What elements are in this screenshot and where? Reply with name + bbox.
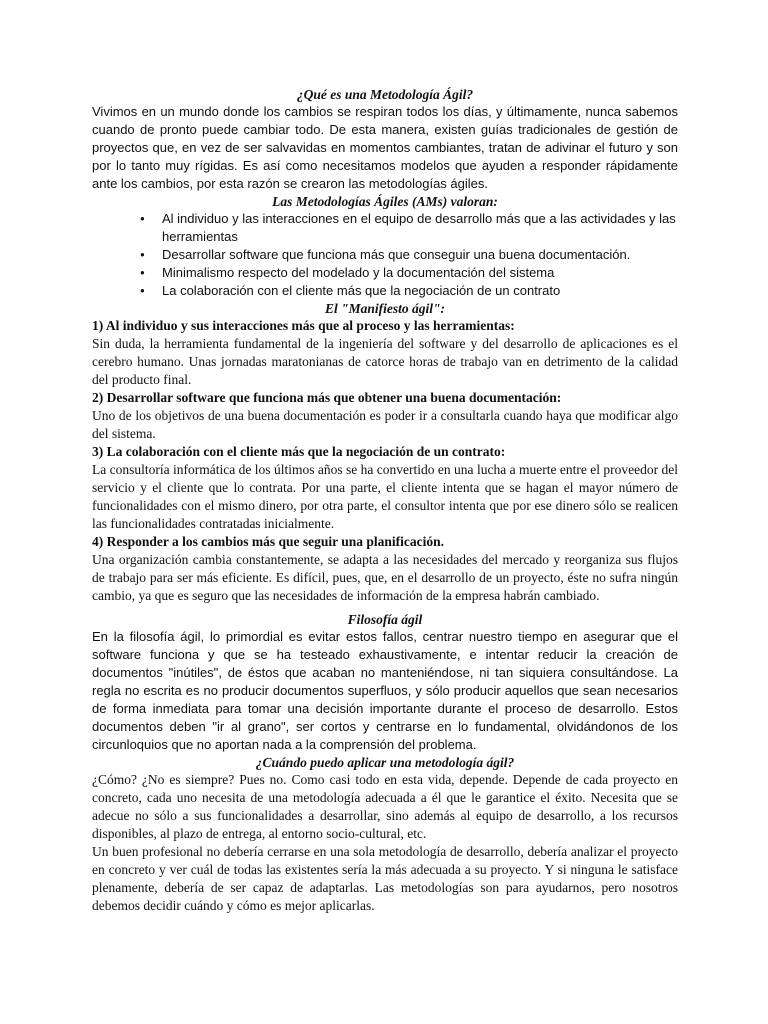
- manifesto-body: Una organización cambia constantemente, se adapta a las necesidades del mercado y reorganiza sus flujos de trabajo para ser más eficiente. Es difícil, pues, que, en el desarrollo de un proyecto, éste no sufra ningún cambio, ya que es seguro que las necesidades de información de la empresa habrán cambiado.: [92, 552, 678, 603]
- manifesto-body: Sin duda, la herramienta fundamental de la ingeniería del software y del desarrollo de aplicaciones es el cerebro humano. Unas jornadas maratonianas de catorce horas de trabajo van en detrimento de la calidad del producto final.: [92, 336, 678, 387]
- list-item: ● La colaboración con el cliente más que la negociación de un contrato: [140, 282, 678, 300]
- list-item: ● Desarrollar software que funciona más que conseguir una buena documentación.: [140, 246, 678, 264]
- manifesto-heading: 2) Desarrollar software que funciona más que obtener una buena documentación:: [92, 390, 562, 405]
- manifesto-body: Uno de los objetivos de una buena documentación es poder ir a consultarla cuando haya que modificar algo del sistema.: [92, 408, 678, 441]
- section-title-valoran: Las Metodologías Ágiles (AMs) valoran:: [272, 194, 498, 209]
- manifesto-heading: 3) La colaboración con el cliente más que la negociación de un contrato:: [92, 444, 506, 459]
- list-item: ● Al individuo y las interacciones en el equipo de desarrollo más que a las actividades y las herramientas: [140, 210, 678, 246]
- list-item: ● Minimalismo respecto del modelado y la documentación del sistema: [140, 264, 678, 282]
- manifesto-heading: 4) Responder a los cambios más que seguir una planificación.: [92, 534, 445, 549]
- manifesto-heading: 1) Al individuo y sus interacciones más que al proceso y las herramientas:: [92, 318, 515, 333]
- section-title-filosofia: Filosofía ágil: [347, 612, 423, 627]
- values-list: [92, 210, 678, 300]
- section-title-que-es: ¿Qué es una Metodología Ágil?: [296, 87, 474, 102]
- when-paragraph-1: ¿Cómo? ¿No es siempre? Pues no. Como casi todo en esta vida, depende. Depende de cada proyecto en concreto, cada uno necesita de una metodología adecuada a él que le garantice el éxito. Necesita que se adecue no sólo a sus funcionalidades a desarrollar, sino además al equipo de desarrollo, a los recursos disponibles, al plazo de entrega, al entorno socio-cultural, etc.: [92, 772, 678, 841]
- manifesto-item-1: [92, 317, 678, 389]
- manifesto-item-4: [92, 533, 678, 605]
- manifesto-body: La consultoría informática de los últimos años se ha convertido en una lucha a muerte entre el proveedor del servicio y el cliente que lo contrata. Por una parte, el cliente intenta que se hagan el mayor número de funcionalidades con el mismo dinero, por otra parte, el consultor intenta que por ese dinero sólo se realicen las funcionalidades contratadas inicialmente.: [92, 462, 678, 531]
- philosophy-paragraph: En la filosofía ágil, lo primordial es evitar estos fallos, centrar nuestro tiempo en asegurar que el software funciona y que se ha testeado exhaustivamente, e intentar reducir la creación de documentos "inútiles", de éstos que acaban no manteniéndose, ni tan siquiera consultándose. La regla no escrita es no producir documentos superfluos, y sólo producir aquellos que sean necesarios de forma inmediata para tomar una decisión importante durante el proceso de desarrollo. Estos documentos deben "ir al grano", ser cortos y centrarse en lo fundamental, olvidándonos de los circunloquios que no aportan nada a la comprensión del problema.: [92, 629, 678, 752]
- intro-paragraph: Vivimos en un mundo donde los cambios se respiran todos los días, y últimamente, nunca sabemos cuando de pronto puede cambiar todo. De esta manera, existen guías tradicionales de gestión de proyectos que, en vez de ser salvavidas en momentos cambiantes, tratan de adivinar el futuro y son por lo tanto muy rígidas. Es así como necesitamos modelos que ayuden a responder rápidamente ante los cambios, por esta razón se crearon las metodologías ágiles.: [92, 104, 678, 191]
- section-title-cuando: ¿Cuándo puedo aplicar una metodología ágil?: [255, 755, 515, 770]
- manifesto-item-2: [92, 389, 678, 443]
- section-title-manifiesto: El "Manifiesto ágil":: [325, 301, 445, 316]
- manifesto-item-3: [92, 443, 678, 533]
- when-paragraph-2: Un buen profesional no debería cerrarse en una sola metodología de desarrollo, debería analizar el proyecto en concreto y ver cuál de todas las existentes sería la más adecuada a su proyecto. Y si ninguna le satisface plenamente, debería de ser capaz de adaptarlas. Las metodologías son para ayudarnos, pero nosotros debemos decidir cuándo y cómo es mejor aplicarlas.: [92, 844, 678, 913]
